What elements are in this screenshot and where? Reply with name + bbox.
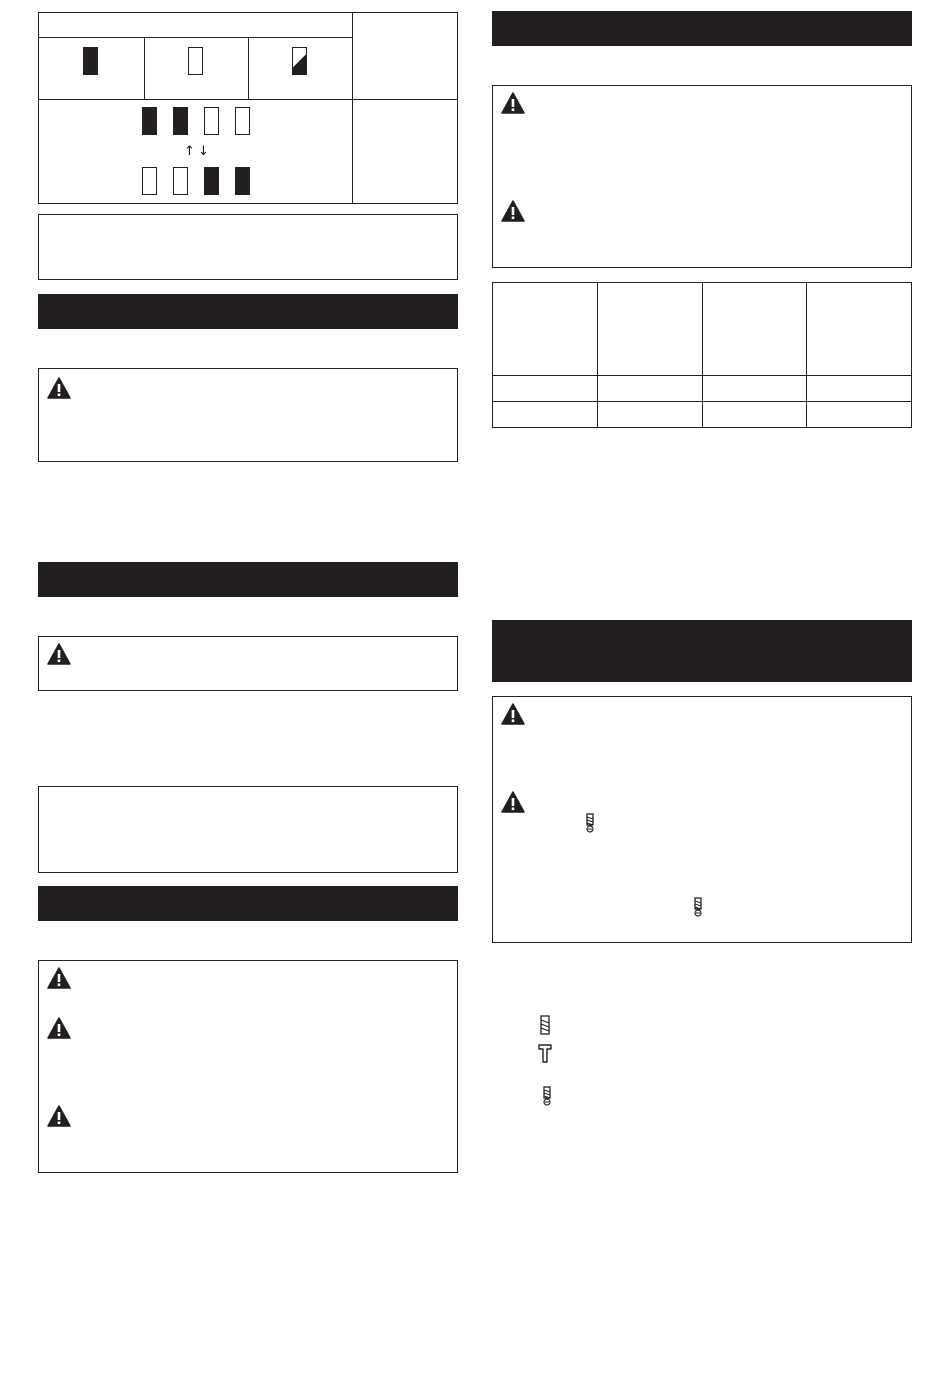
warning-icon — [501, 92, 525, 114]
specification-table — [492, 282, 912, 428]
hammer-mode-icon — [538, 1043, 552, 1063]
battery-indicator-table — [38, 12, 458, 204]
indicator-lamp-on — [83, 47, 98, 75]
warning-icon — [47, 377, 71, 399]
indicator-lamp-on — [235, 167, 250, 195]
note-box — [38, 786, 458, 873]
warning-icon — [47, 1105, 71, 1127]
warning-icon — [501, 703, 525, 725]
section-heading-bar — [492, 11, 912, 46]
warning-icon — [47, 643, 71, 665]
drill-mode-icon — [691, 897, 705, 917]
warning-icon — [501, 200, 525, 222]
section-heading-bar — [38, 562, 458, 597]
indicator-lamp-off — [188, 47, 203, 75]
note-box — [38, 214, 458, 280]
drill-mode-icon — [540, 1086, 554, 1106]
indicator-lamp-off — [173, 167, 188, 195]
warning-icon — [501, 791, 525, 813]
warning-icon — [47, 967, 71, 989]
caution-box — [38, 636, 458, 691]
caution-box — [38, 960, 458, 1173]
warning-icon — [47, 1017, 71, 1039]
rotation-mode-icon — [538, 1015, 552, 1035]
arrow-down-icon: ↓ — [198, 144, 209, 159]
caution-box — [38, 368, 458, 462]
caution-box — [492, 85, 912, 268]
indicator-lamp-on — [204, 167, 219, 195]
drill-mode-icon — [583, 813, 597, 833]
indicator-lamp-off — [142, 167, 157, 195]
indicator-lamp-off — [204, 107, 219, 135]
section-heading-bar — [38, 294, 458, 329]
indicator-lamp-blinking — [292, 47, 307, 75]
caution-box — [492, 696, 912, 943]
section-heading-bar — [492, 620, 912, 682]
indicator-lamp-on — [142, 107, 157, 135]
section-heading-bar — [38, 886, 458, 921]
arrow-up-icon: ↑ — [184, 144, 195, 159]
indicator-lamp-off — [235, 107, 250, 135]
indicator-lamp-on — [173, 107, 188, 135]
